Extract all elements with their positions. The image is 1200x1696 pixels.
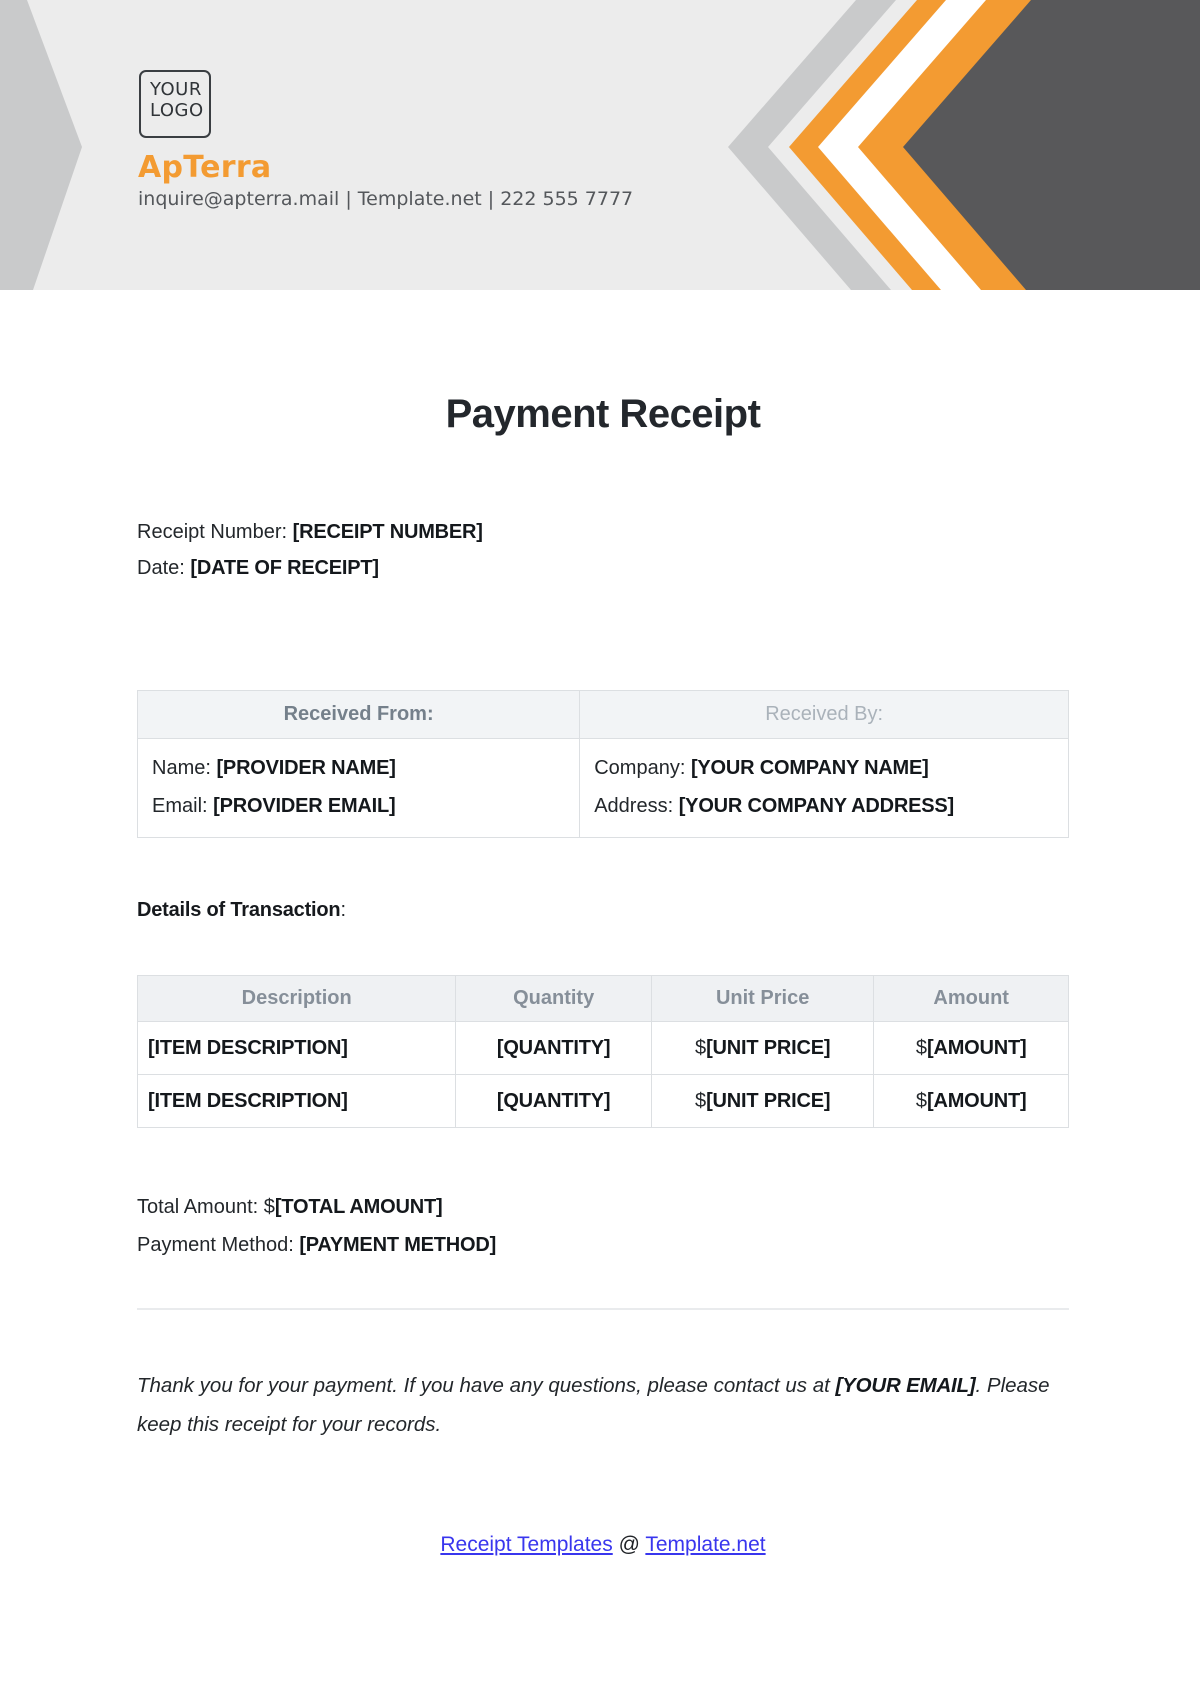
provider-email-label: Email:	[152, 795, 208, 817]
receipt-number-line	[137, 514, 1069, 550]
totals-block	[137, 1188, 1069, 1264]
total-amount-label: Total Amount:	[137, 1196, 259, 1218]
item-description-cell: [ITEM DESCRIPTION]	[138, 1075, 456, 1128]
column-header-amount: Amount	[874, 976, 1069, 1022]
total-amount-line	[137, 1188, 1069, 1226]
amount-value: [AMOUNT]	[927, 1089, 1027, 1112]
currency-symbol: $	[694, 1089, 707, 1112]
receipt-number-value: [RECEIPT NUMBER]	[292, 521, 483, 543]
provider-name-value: [PROVIDER NAME]	[216, 757, 396, 779]
logo-text-line2: LOGO	[150, 100, 204, 122]
item-quantity-cell: [QUANTITY]	[456, 1022, 652, 1075]
template-net-link[interactable]: Template.net	[645, 1533, 766, 1556]
receipt-date-line	[137, 550, 1069, 586]
payment-method-label: Payment Method:	[137, 1234, 294, 1256]
provider-name-line	[152, 749, 565, 787]
currency-symbol: $	[694, 1036, 707, 1059]
page-title: Payment Receipt	[445, 392, 761, 436]
company-name-value: [YOUR COMPANY NAME]	[690, 757, 929, 779]
company-name-label: Company:	[594, 757, 686, 779]
currency-symbol: $	[915, 1089, 928, 1112]
received-by-header: Received By:	[580, 691, 1069, 739]
parties-table	[137, 690, 1069, 838]
closing-note	[137, 1366, 1069, 1444]
line-item-row	[138, 1075, 1069, 1128]
item-amount-cell	[874, 1022, 1069, 1075]
logo-placeholder	[139, 70, 211, 138]
provider-name-label: Name:	[152, 757, 211, 779]
item-unit-price-cell	[651, 1075, 874, 1128]
footer-separator: @	[618, 1533, 640, 1556]
received-from-header: Received From:	[138, 691, 580, 739]
amount-value: [AMOUNT]	[927, 1036, 1027, 1059]
line-items-table	[137, 975, 1069, 1128]
column-header-description: Description	[138, 976, 456, 1022]
letterhead	[0, 0, 1200, 290]
transaction-details-heading-colon: :	[340, 899, 346, 921]
item-quantity-cell: [QUANTITY]	[456, 1075, 652, 1128]
transaction-details-heading	[137, 898, 1069, 922]
currency-symbol: $	[915, 1036, 928, 1059]
line-item-row	[138, 1022, 1069, 1075]
receipt-templates-link[interactable]: Receipt Templates	[440, 1533, 613, 1556]
provider-email-value: [PROVIDER EMAIL]	[213, 795, 396, 817]
company-name-line	[594, 749, 1054, 787]
company-address-value: [YOUR COMPANY ADDRESS]	[678, 795, 954, 817]
payment-method-line	[137, 1226, 1069, 1264]
received-from-cell	[138, 739, 580, 838]
company-brand-name: ApTerra	[138, 150, 272, 185]
line-items-header-row	[138, 976, 1069, 1022]
date-value: [DATE OF RECEIPT]	[190, 557, 379, 579]
parties-body-row	[138, 739, 1069, 838]
footer-links	[137, 1532, 1069, 1558]
closing-text-after: . Please keep this receipt for your records.	[137, 1374, 1050, 1436]
receipt-meta	[137, 514, 1069, 586]
closing-email-placeholder: [YOUR EMAIL]	[835, 1374, 976, 1397]
parties-header-row	[138, 691, 1069, 739]
section-divider	[137, 1308, 1069, 1310]
payment-method-value: [PAYMENT METHOD]	[299, 1234, 497, 1256]
contact-info-line: inquire@apterra.mail | Template.net | 222 555 7777	[138, 188, 634, 210]
item-description-cell: [ITEM DESCRIPTION]	[138, 1022, 456, 1075]
unit-price-value: [UNIT PRICE]	[706, 1089, 831, 1112]
company-address-line	[594, 787, 1054, 825]
received-by-cell	[580, 739, 1069, 838]
logo-text-line1: YOUR	[150, 79, 202, 100]
total-amount-value: [TOTAL AMOUNT]	[274, 1196, 443, 1218]
transaction-details-heading-text: Details of Transaction	[137, 899, 341, 921]
column-header-unit-price: Unit Price	[651, 976, 874, 1022]
item-amount-cell	[874, 1075, 1069, 1128]
closing-text-before: Thank you for your payment. If you have any questions, please contact us at	[137, 1374, 836, 1397]
total-currency-symbol: $	[263, 1196, 275, 1218]
column-header-quantity: Quantity	[456, 976, 652, 1022]
date-label: Date:	[137, 557, 185, 579]
unit-price-value: [UNIT PRICE]	[706, 1036, 831, 1059]
receipt-number-label: Receipt Number:	[137, 521, 288, 543]
company-address-label: Address:	[594, 795, 674, 817]
item-unit-price-cell	[651, 1022, 874, 1075]
receipt-body	[0, 390, 1200, 1558]
right-chevron-dark-fill	[0, 0, 1200, 290]
provider-email-line	[152, 787, 565, 825]
